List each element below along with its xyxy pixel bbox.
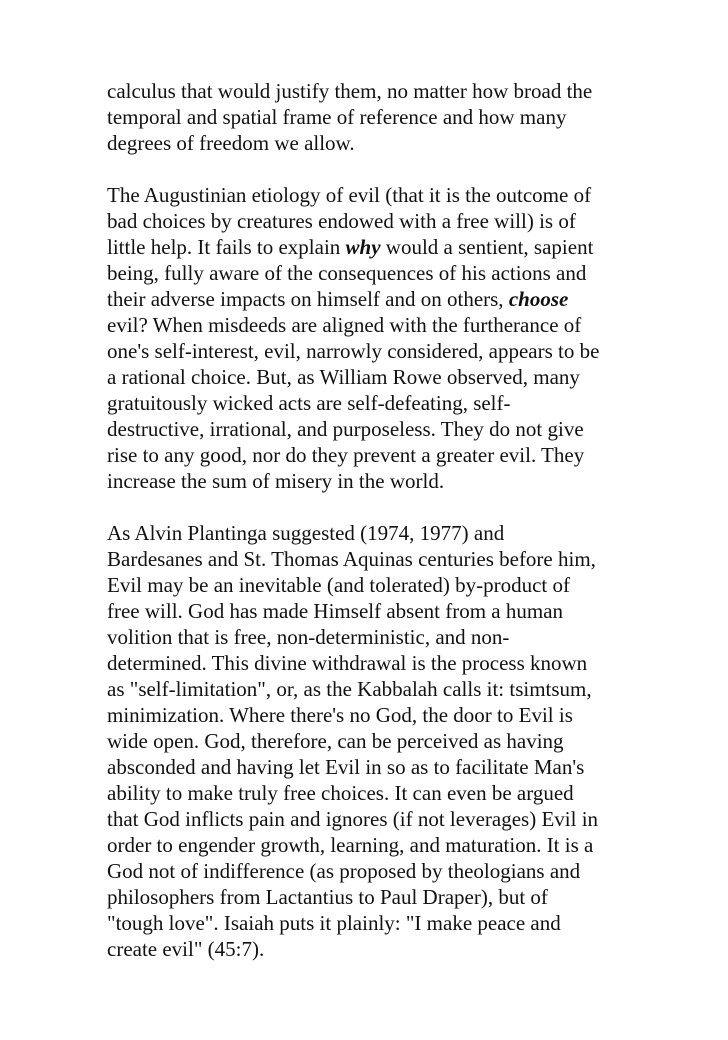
text-line [107, 416, 637, 442]
text-line [107, 858, 637, 884]
text-line [107, 728, 637, 754]
text-run: rise to any good, nor do they prevent a greater evil. They [107, 443, 585, 467]
text-run: Bardesanes and St. Thomas Aquinas centuries before him, [107, 547, 596, 571]
text-run: degrees of freedom we allow. [107, 131, 355, 155]
text-line [107, 702, 637, 728]
text-line [107, 754, 637, 780]
text-line [107, 832, 637, 858]
text-run: philosophers from Lactantius to Paul Draper), but of [107, 885, 548, 909]
text-line [107, 104, 637, 130]
text-run: As Alvin Plantinga suggested (1974, 1977) and [107, 521, 505, 545]
text-line [107, 78, 637, 104]
document-page [107, 78, 637, 988]
text-line [107, 234, 637, 260]
text-run: wide open. God, therefore, can be perceived as having [107, 729, 564, 753]
paragraph-2 [107, 182, 637, 494]
text-line [107, 676, 637, 702]
text-run: destructive, irrational, and purposeless. They do not give [107, 417, 584, 441]
text-run: their adverse impacts on himself and on others, [107, 287, 509, 311]
emphasis-choose: choose [508, 287, 569, 311]
text-line [107, 910, 637, 936]
text-line [107, 442, 637, 468]
text-run: being, fully aware of the consequences of his actions and [107, 261, 587, 285]
text-run: volition that is free, non-deterministic, and non- [107, 625, 510, 649]
text-run: little help. It fails to explain [107, 235, 346, 259]
text-run: determined. This divine withdrawal is the process known [107, 651, 588, 675]
text-line [107, 598, 637, 624]
text-run: would a sentient, sapient [380, 235, 594, 259]
text-run: evil? When misdeeds are aligned with the furtherance of [107, 313, 582, 337]
text-run: that God inflicts pain and ignores (if not leverages) Evil in [107, 807, 599, 831]
text-line [107, 390, 637, 416]
text-line [107, 182, 637, 208]
text-run: Evil may be an inevitable (and tolerated) by-product of [107, 573, 570, 597]
text-line [107, 546, 637, 572]
text-run: free will. God has made Himself absent from a human [107, 599, 564, 623]
text-line [107, 208, 637, 234]
text-line [107, 286, 637, 312]
text-line [107, 884, 637, 910]
text-run: gratuitously wicked acts are self-defeating, self- [107, 391, 511, 415]
text-run: "tough love". Isaiah puts it plainly: "I make peace and [107, 911, 561, 935]
text-line [107, 364, 637, 390]
text-run: as "self-limitation", or, as the Kabbalah calls it: tsimtsum, [107, 677, 592, 701]
text-run: calculus that would justify them, no matter how broad the [107, 79, 593, 103]
text-line [107, 624, 637, 650]
paragraph-1 [107, 78, 637, 156]
text-run: one's self-interest, evil, narrowly considered, appears to be [107, 339, 600, 363]
text-line [107, 338, 637, 364]
text-line [107, 572, 637, 598]
text-line [107, 260, 637, 286]
text-line [107, 312, 637, 338]
text-run: God not of indifference (as proposed by theologians and [107, 859, 581, 883]
text-line [107, 806, 637, 832]
text-run: create evil" (45:7). [107, 937, 265, 961]
emphasis-why: why [345, 235, 381, 259]
text-run: ability to make truly free choices. It can even be argued [107, 781, 574, 805]
text-run: bad choices by creatures endowed with a free will) is of [107, 209, 576, 233]
text-run: The Augustinian etiology of evil (that it is the outcome of [107, 183, 592, 207]
text-line [107, 936, 637, 962]
text-run: a rational choice. But, as William Rowe observed, many [107, 365, 580, 389]
text-run: temporal and spatial frame of reference and how many [107, 105, 567, 129]
text-line [107, 650, 637, 676]
text-run: absconded and having let Evil in so as to facilitate Man's [107, 755, 585, 779]
text-run: order to engender growth, learning, and maturation. It is a [107, 833, 594, 857]
text-run: minimization. Where there's no God, the door to Evil is [107, 703, 573, 727]
text-line [107, 780, 637, 806]
paragraph-3 [107, 520, 637, 962]
text-line [107, 520, 637, 546]
text-line [107, 130, 637, 156]
text-run: increase the sum of misery in the world. [107, 469, 445, 493]
text-line [107, 468, 637, 494]
